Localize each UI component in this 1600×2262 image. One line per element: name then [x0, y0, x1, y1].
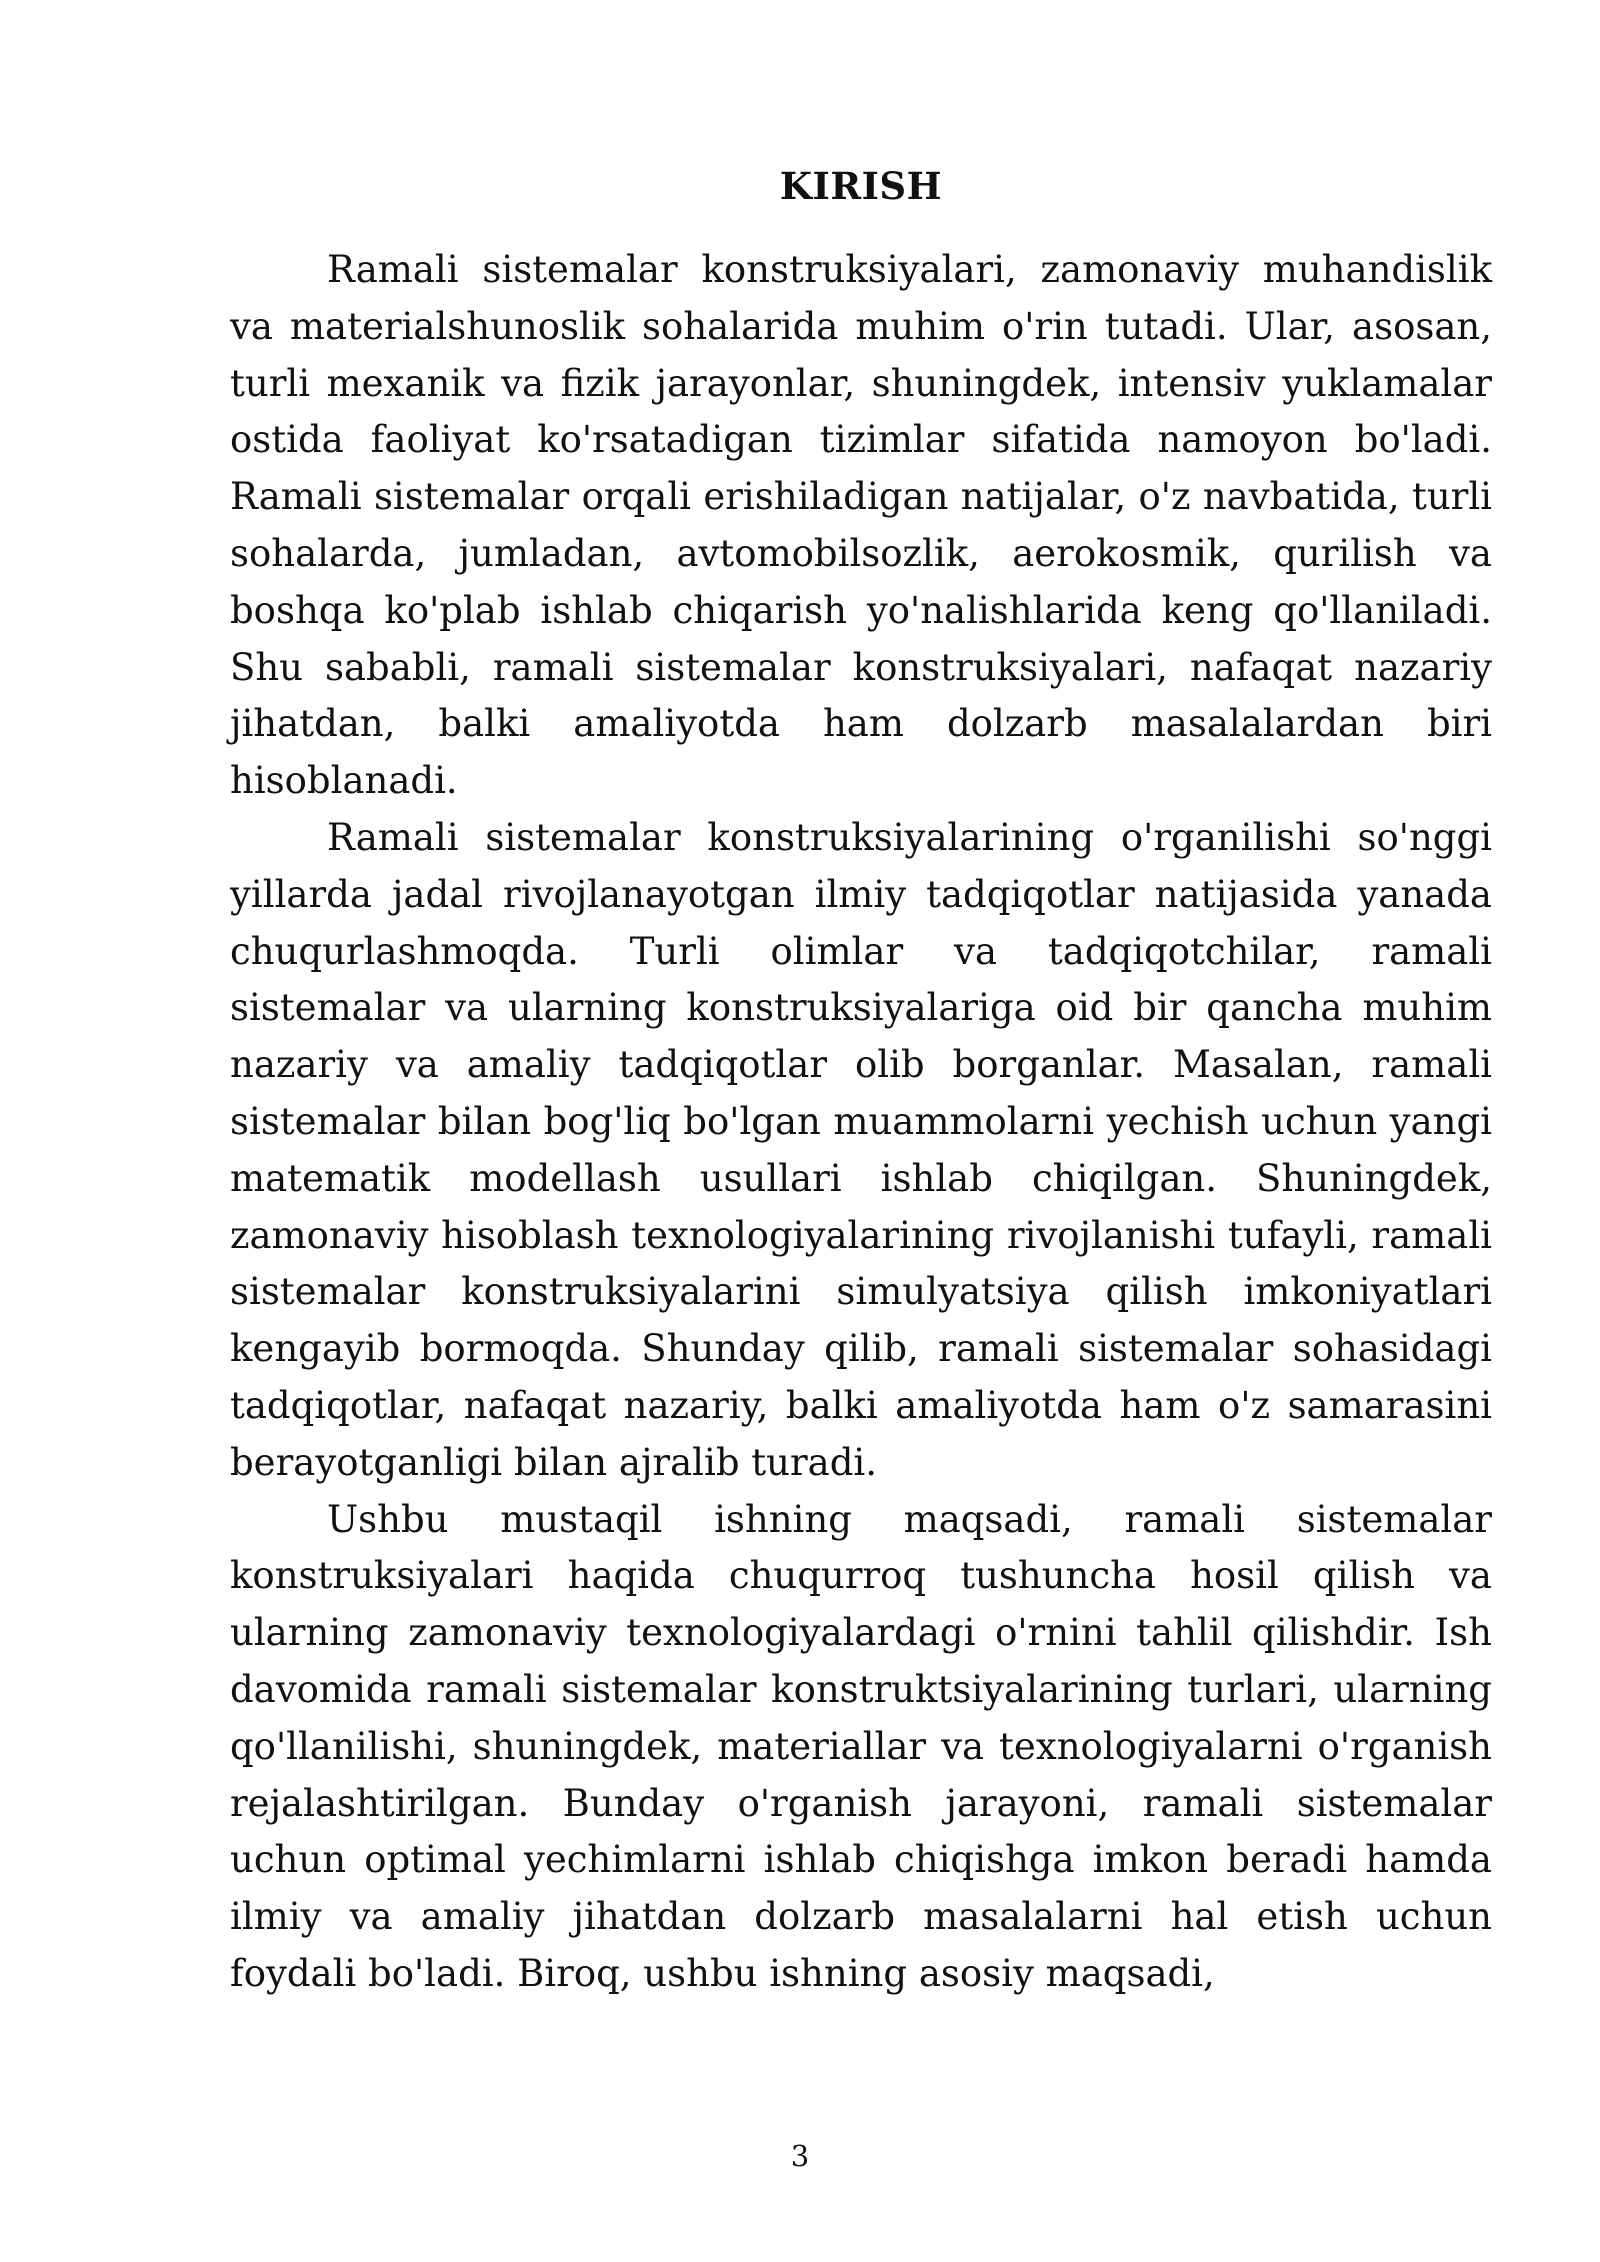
section-title: KIRISH	[779, 164, 943, 208]
page-content	[230, 158, 1492, 2003]
paragraph-3: Ushbu mustaqil ishning maqsadi, ramali sistemalar konstruksiyalari haqida chuqurroq tushuncha hosil qilish va ularning zamonaviy texnologiyalardagi o'rnini tahlil qilishdir. Ish davomida ramali sistemalar konstruktsiyalarining turlari, ularning qo'llanilishi, shuningdek, materiallar va texnologiyalarni o'rganish rejalashtirilgan. Bunday o'rganish jarayoni, ramali sistemalar uchun optimal yechimlarni ishlab chiqishga imkon beradi hamda ilmiy va amaliy jihatdan dolzarb masalalarni hal etish uchun foydali bo'ladi. Biroq, ushbu ishning asosiy maqsadi,	[230, 1497, 1492, 1995]
page-number: 3	[790, 2139, 810, 2173]
paragraph-2: Ramali sistemalar konstruksiyalarining o'rganilishi so'nggi yillarda jadal rivojlanayotgan ilmiy tadqiqotlar natijasida yanada chuqurlashmoqda. Turli olimlar va tadqiqotchilar, ramali sistemalar va ularning konstruksiyalariga oid bir qancha muhim nazariy va amaliy tadqiqotlar olib borganlar. Masalan, ramali sistemalar bilan bog'liq bo'lgan muammolarni yechish uchun yangi matematik modellash usullari ishlab chiqilgan. Shuningdek, zamonaviy hisoblash texnologiyalarining rivojlanishi tufayli, ramali sistemalar konstruksiyalarini simulyatsiya qilish imkoniyatlari kengayib bormoqda. Shunday qilib, ramali sistemalar sohasidagi tadqiqotlar, nafaqat nazariy, balki amaliyotda ham o'z samarasini berayotganligi bilan ajralib turadi.	[230, 815, 1492, 1484]
paragraph-1: Ramali sistemalar konstruksiyalari, zamonaviy muhandislik va materialshunoslik sohalarida muhim o'rin tutadi. Ular, asosan, turli mexanik va fizik jarayonlar, shuningdek, intensiv yuklamalar ostida faoliyat ko'rsatadigan tizimlar sifatida namoyon bo'ladi. Ramali sistemalar orqali erishiladigan natijalar, o'z navbatida, turli sohalarda, jumladan, avtomobilsozlik, aerokosmik, qurilish va boshqa ko'plab ishlab chiqarish yo'nalishlarida keng qo'llaniladi. Shu sababli, ramali sistemalar konstruksiyalari, nafaqat nazariy jihatdan, balki amaliyotda ham dolzarb masalalardan biri hisoblanadi.	[230, 248, 1492, 803]
